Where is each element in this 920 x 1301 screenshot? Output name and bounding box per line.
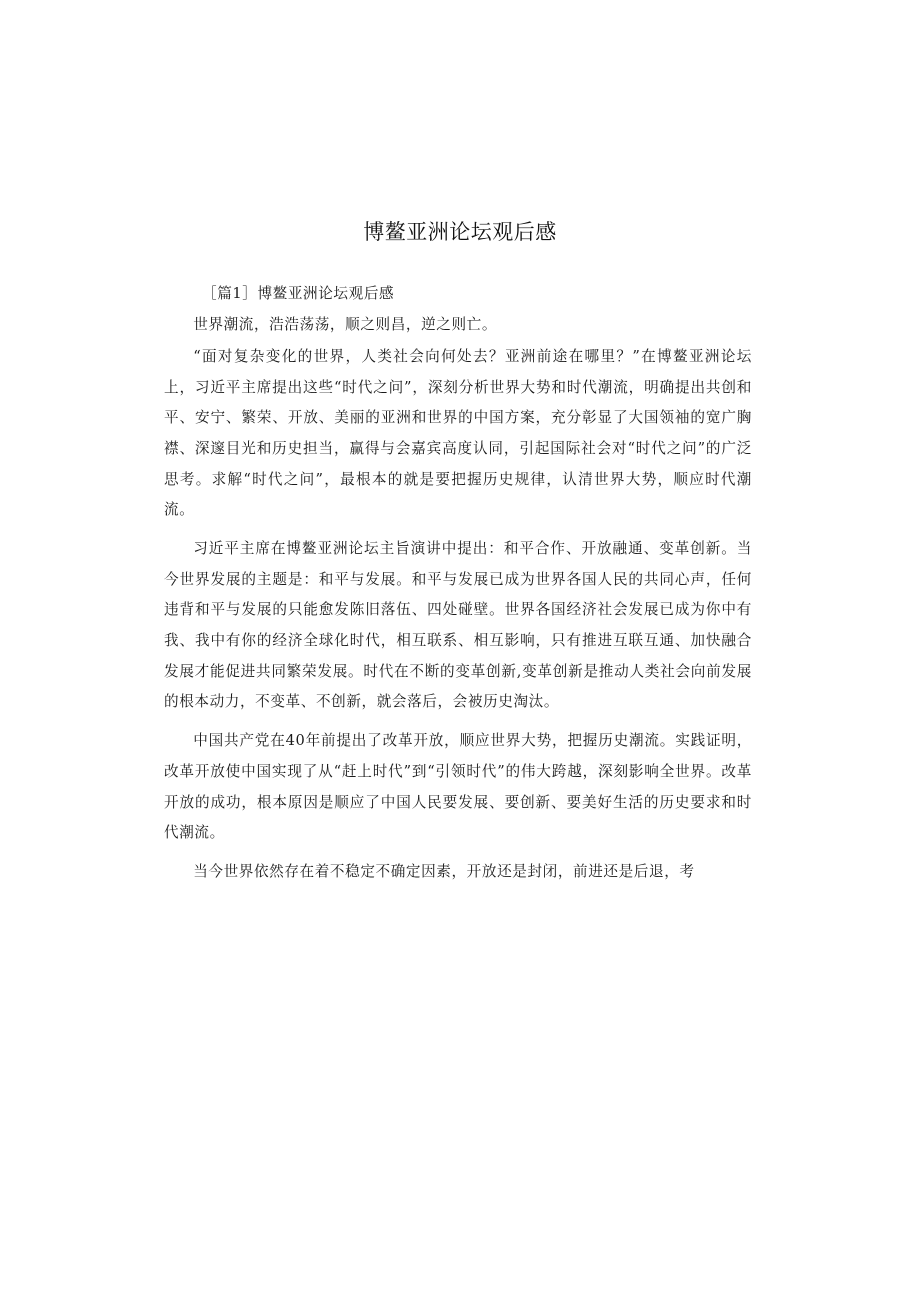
paragraph: 习近平主席在博鳌亚洲论坛主旨演讲中提出：和平合作、开放融通、变革创新。当今世界发展的主题是：和平与发展。和平与发展已成为世界各国人民的共同心声，任何违背和平与发展的只能愈发陈旧落伍、四处碰壁。世界各国经济社会发展已成为你中有我、我中有你的经济全球化时代，相互联系、相互影响，只有推进互联互通、加快融合发展才能促进共同繁荣发展。时代在不断的变革创新,变革创新是推动人类社会向前发展的根本动力，不变革、不创新，就会落后，会被历史淘汰。 bbox=[164, 540, 752, 711]
paragraph: 当今世界依然存在着不稳定不确定因素，开放还是封闭，前进还是后退，考 bbox=[193, 863, 695, 881]
section-heading: ［篇1］博鳌亚洲论坛观后感 bbox=[202, 285, 395, 302]
paragraph: 世界潮流，浩浩荡荡，顺之则昌，逆之则亡。 bbox=[193, 315, 498, 333]
paragraph: 中国共产党在40年前提出了改革开放，顺应世界大势，把握历史潮流。实践证明，改革开放使中国实现了从“赶上时代”到“引领时代”的伟大跨越，深刻影响全世界。改革开放的成功，根本原因是顺应了中国人民要发展、要创新、要美好生活的历史要求和时代潮流。 bbox=[164, 732, 752, 842]
document-title: 博鳌亚洲论坛观后感 bbox=[363, 220, 557, 244]
paragraph: “面对复杂变化的世界，人类社会向何处去？亚洲前途在哪里？”在博鳌亚洲论坛上，习近平主席提出这些“时代之问”，深刻分析世界大势和时代潮流，明确提出共创和平、安宁、繁荣、开放、美丽的亚洲和世界的中国方案，充分彰显了大国领袖的宽广胸襟、深邃目光和历史担当，赢得与会嘉宾高度认同，引起国际社会对“时代之问”的广泛思考。求解“时代之问”，最根本的就是要把握历史规律，认清世界大势，顺应时代潮流。 bbox=[164, 348, 752, 519]
document-body bbox=[164, 279, 752, 896]
